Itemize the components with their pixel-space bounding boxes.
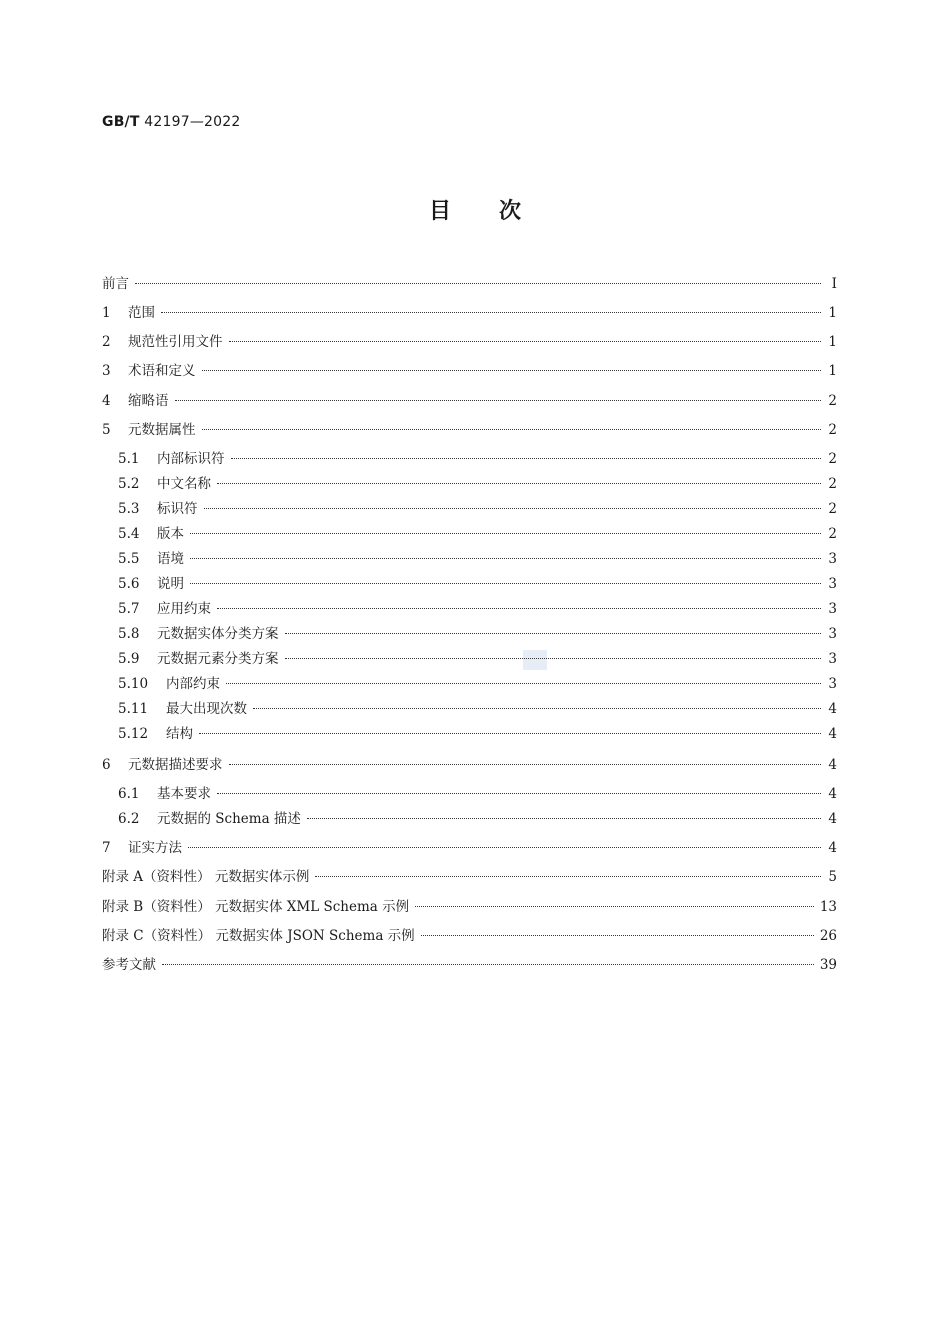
toc-entry-label: 元数据描述要求 (128, 757, 223, 773)
toc-entry-number: 6.2 (118, 811, 140, 827)
toc-entry-page: 3 (828, 676, 837, 692)
toc-dot-leader (231, 458, 822, 459)
toc-entry-label: 附录 B（资料性） 元数据实体 XML Schema 示例 (102, 899, 410, 915)
toc-dot-leader (175, 400, 822, 401)
toc-entry-label: 内部约束 (166, 676, 220, 692)
toc-entry-page: 3 (828, 576, 837, 592)
toc-entry-label: 标识符 (157, 501, 198, 517)
toc-entry-number: 5.8 (118, 626, 140, 642)
page-title: 目次 (428, 199, 569, 224)
toc-dot-leader (135, 283, 821, 284)
toc-dot-leader (188, 847, 821, 848)
toc-entry[interactable] (118, 574, 837, 594)
toc-entry[interactable] (102, 926, 837, 946)
toc-entry-label: 缩略语 (128, 393, 169, 409)
toc-entry[interactable] (102, 897, 837, 917)
toc-entry[interactable] (118, 549, 837, 569)
toc-dot-leader (190, 533, 821, 534)
toc-dot-leader (217, 483, 821, 484)
toc-entry-number: 5 (102, 422, 111, 438)
toc-entry-label: 范围 (128, 305, 155, 321)
toc-entry[interactable] (102, 391, 837, 411)
toc-entry-label: 内部标识符 (157, 451, 225, 467)
toc-entry-label: 中文名称 (157, 476, 211, 492)
toc-entry-page: 26 (819, 928, 837, 944)
toc-entry-number: 5.10 (118, 676, 149, 692)
toc-dot-leader (162, 964, 814, 965)
toc-dot-leader (226, 683, 821, 684)
toc-entry-page: 4 (828, 757, 837, 773)
toc-dot-leader (161, 312, 821, 313)
toc-entry[interactable] (118, 449, 837, 469)
toc-entry-page: 4 (828, 701, 837, 717)
toc-entry[interactable] (118, 499, 837, 519)
toc-entry-page: Ⅰ (831, 276, 837, 292)
toc-entry-label: 结构 (166, 726, 193, 742)
toc-entry[interactable] (102, 955, 837, 975)
toc-entry-number: 5.7 (118, 601, 140, 617)
toc-dot-leader (217, 608, 821, 609)
toc-entry-page: 1 (828, 363, 837, 379)
toc-entry-number: 7 (102, 840, 111, 856)
toc-entry-page: 2 (828, 393, 837, 409)
toc-entry-page: 2 (828, 526, 837, 542)
toc-dot-leader (307, 818, 821, 819)
standard-code (102, 114, 240, 130)
toc-entry-number: 5.4 (118, 526, 140, 542)
toc-dot-leader (421, 935, 814, 936)
toc-entry-number: 5.11 (118, 701, 149, 717)
toc-entry-label: 规范性引用文件 (128, 334, 223, 350)
toc-entry[interactable] (118, 699, 837, 719)
toc-entry-number: 5.5 (118, 551, 140, 567)
toc-entry[interactable] (118, 599, 837, 619)
toc-dot-leader (285, 658, 822, 659)
toc-entry-label: 最大出现次数 (166, 701, 247, 717)
toc-entry[interactable] (102, 420, 837, 440)
toc-entry-label: 说明 (157, 576, 184, 592)
toc-dot-leader (202, 429, 822, 430)
toc-entry-number: 5.9 (118, 651, 140, 667)
toc-entry-page: 4 (828, 726, 837, 742)
toc-entry[interactable] (118, 649, 837, 669)
toc-entry-number: 6 (102, 757, 111, 773)
toc-entry-page: 2 (828, 476, 837, 492)
toc-entry-page: 13 (819, 899, 837, 915)
standard-number: 42197—2022 (144, 114, 241, 130)
toc-entry[interactable] (118, 724, 837, 744)
toc-entry-page: 2 (828, 451, 837, 467)
toc-entry-page: 3 (828, 551, 837, 567)
toc-entry-label: 前言 (102, 276, 129, 292)
toc-entry-label: 元数据属性 (128, 422, 196, 438)
toc-entry-page: 4 (828, 811, 837, 827)
toc-entry-number: 5.1 (118, 451, 140, 467)
toc-entry-label: 证实方法 (128, 840, 182, 856)
toc-entry[interactable] (102, 755, 837, 775)
toc-entry-page: 39 (819, 957, 837, 973)
toc-entry-page: 3 (828, 626, 837, 642)
toc-entry-page: 3 (828, 601, 837, 617)
toc-entry-page: 3 (828, 651, 837, 667)
toc-entry-number: 5.3 (118, 501, 140, 517)
toc-dot-leader (202, 370, 822, 371)
toc-dot-leader (315, 876, 821, 877)
toc-dot-leader (190, 583, 821, 584)
toc-dot-leader (190, 558, 821, 559)
toc-entry-label: 元数据元素分类方案 (157, 651, 279, 667)
toc-entry-label: 应用约束 (157, 601, 211, 617)
toc-entry[interactable] (118, 674, 837, 694)
toc-entry-number: 3 (102, 363, 111, 379)
toc-dot-leader (415, 906, 814, 907)
toc-entry-label: 基本要求 (157, 786, 211, 802)
toc-entry-page: 2 (828, 422, 837, 438)
toc-entry[interactable] (118, 474, 837, 494)
toc-entry-number: 1 (102, 305, 111, 321)
toc-entry-label: 附录 A（资料性） 元数据实体示例 (102, 869, 310, 885)
toc-dot-leader (253, 708, 821, 709)
toc-entry-page: 4 (828, 840, 837, 856)
toc-entry[interactable] (118, 624, 837, 644)
toc-entry-page: 5 (828, 869, 837, 885)
toc-entry-number: 4 (102, 393, 111, 409)
toc-entry-label: 版本 (157, 526, 184, 542)
toc-entry-number: 2 (102, 334, 111, 350)
toc-dot-leader (285, 633, 822, 634)
toc-entry-number: 5.12 (118, 726, 149, 742)
toc-entry-label: 元数据的 Schema 描述 (157, 811, 301, 827)
toc-dot-leader (204, 508, 822, 509)
toc-entry-number: 5.2 (118, 476, 140, 492)
toc-entry-label: 参考文献 (102, 957, 156, 973)
toc-entry[interactable] (102, 274, 837, 294)
toc-entry[interactable] (118, 784, 837, 804)
toc-entry-page: 1 (828, 305, 837, 321)
toc-entry[interactable] (102, 838, 837, 858)
toc-dot-leader (217, 793, 821, 794)
toc-entry-label: 附录 C（资料性） 元数据实体 JSON Schema 示例 (102, 928, 415, 944)
toc-entry-page: 4 (828, 786, 837, 802)
toc-dot-leader (229, 341, 822, 342)
toc-entry-number: 6.1 (118, 786, 140, 802)
toc-entry-label: 语境 (157, 551, 184, 567)
toc-entry-page: 2 (828, 501, 837, 517)
toc-entry[interactable] (102, 867, 837, 887)
toc-entry[interactable] (102, 361, 837, 381)
toc-entry[interactable] (102, 332, 837, 352)
toc-entry-page: 1 (828, 334, 837, 350)
toc-dot-leader (199, 733, 821, 734)
toc-entry[interactable] (118, 524, 837, 544)
standard-prefix: GB/T (102, 114, 140, 130)
toc-dot-leader (229, 764, 822, 765)
toc-entry-label: 元数据实体分类方案 (157, 626, 279, 642)
toc-entry[interactable] (102, 303, 837, 323)
toc-entry-label: 术语和定义 (128, 363, 196, 379)
toc-entry[interactable] (118, 809, 837, 829)
toc-entry-number: 5.6 (118, 576, 140, 592)
